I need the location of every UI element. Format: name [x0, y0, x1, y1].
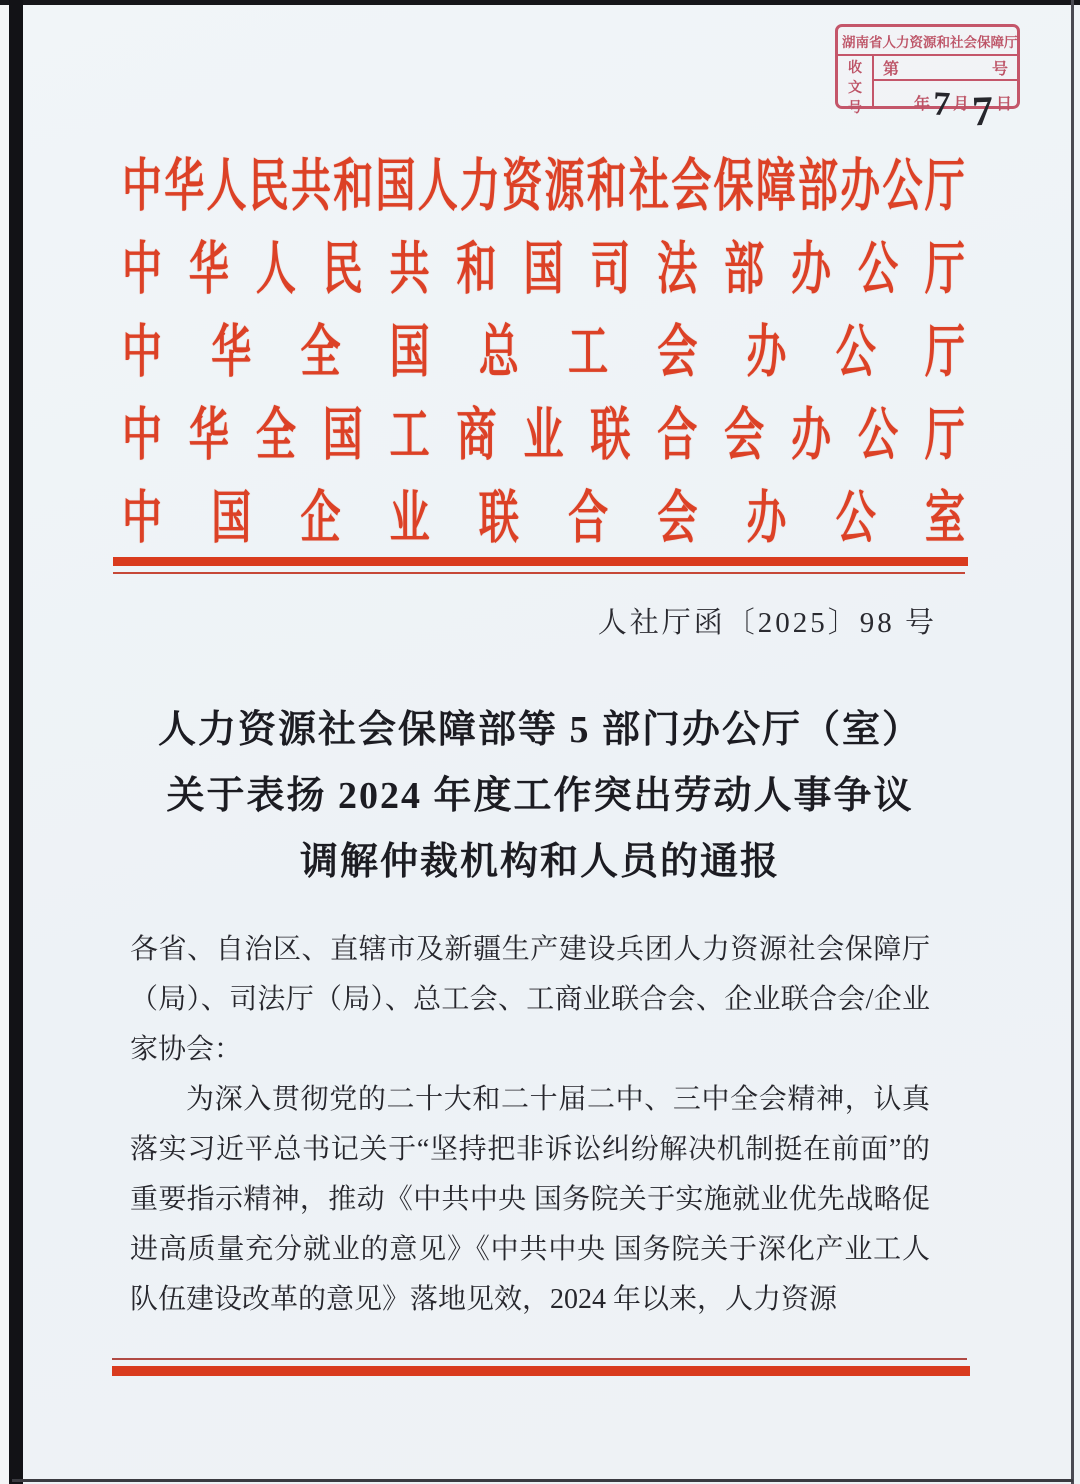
- stamp-date-row: [874, 81, 1017, 136]
- received-stamp: [835, 24, 1020, 136]
- scan-edge-left-outer: [0, 0, 9, 1484]
- red-separator-top-thin: [113, 572, 965, 574]
- doc-number: 人社厅函〔2025〕98 号: [597, 607, 937, 639]
- red-separator-top-thick: [113, 557, 968, 566]
- title-line-2: 关于表扬 2024 年度工作突出劳动人事争议: [166, 775, 914, 817]
- body-paragraph: 为深入贯彻党的二十大和二十届二中、三中全会精神，认真落实习近平总书记关于“坚持把非诉讼纠纷解决机制挺在前面”的重要指示精神，推动《中共中央 国务院关于实施就业优先战略促进高质量充分就业的意见》《中共中央 国务院关于深化产业工人队伍建设改革的意见》落地见效，2024 年以来，人力资源: [130, 1084, 930, 1315]
- stamp-year-label: 年: [913, 95, 930, 113]
- stamp-no-suffix: 号: [991, 61, 1008, 78]
- letterhead-line-4: 中 华 全 国 工 商 业 联 合 会 办 公 厅: [122, 402, 965, 467]
- letterhead-line-5: 中 国 企 业 联 合 会 办 公 室: [122, 485, 965, 550]
- red-separator-bottom-thick: [112, 1366, 970, 1376]
- scan-edge-left: [9, 0, 23, 1484]
- letterhead-line-3: 中 华 全 国 总 工 会 办 公 厅: [122, 319, 965, 384]
- stamp-month-label: 月: [952, 95, 969, 113]
- body-text: [130, 925, 930, 1325]
- letterhead-line-2: 中 华 人 民 共 和 国 司 法 部 办 公 厅: [122, 236, 965, 301]
- stamp-handwritten-day: 7: [971, 88, 994, 136]
- stamp-org-name: 湖 南 省 人 力 资 源 和 社 会 保 障 厅: [838, 27, 1017, 56]
- salutation: 各省、自治区、直辖市及新疆生产建设兵团人力资源社会保障厅（局）、司法厅（局）、总工会、工商业联合会、企业联合会/企业家协会：: [130, 934, 930, 1065]
- scan-edge-bottom: [12, 1479, 1073, 1482]
- stamp-lower-section: [838, 56, 1017, 136]
- red-separator-bottom-thin: [112, 1358, 967, 1360]
- stamp-no-prefix: 第: [883, 61, 900, 78]
- stamp-right-section: [874, 56, 1017, 136]
- scan-edge-top: [0, 0, 1080, 5]
- stamp-number-row: [874, 56, 1017, 81]
- letterhead-line-1: 中 华 人 民 共 和 国 人 力 资 源 和 社 会 保 障 部 办 公 厅: [122, 153, 965, 218]
- title-line-3: 调解仲裁机构和人员的通报: [299, 841, 780, 883]
- letterhead: [122, 140, 965, 555]
- title-line-1: 人力资源社会保障部等 5 部门办公厅（室）: [157, 709, 922, 751]
- scan-edge-right: [1071, 0, 1074, 1484]
- stamp-handwritten-month: 7: [932, 85, 951, 124]
- document-title: [90, 697, 990, 895]
- stamp-receipt-no-label: 收 文 号: [838, 56, 874, 108]
- stamp-day-label: 日: [995, 95, 1012, 113]
